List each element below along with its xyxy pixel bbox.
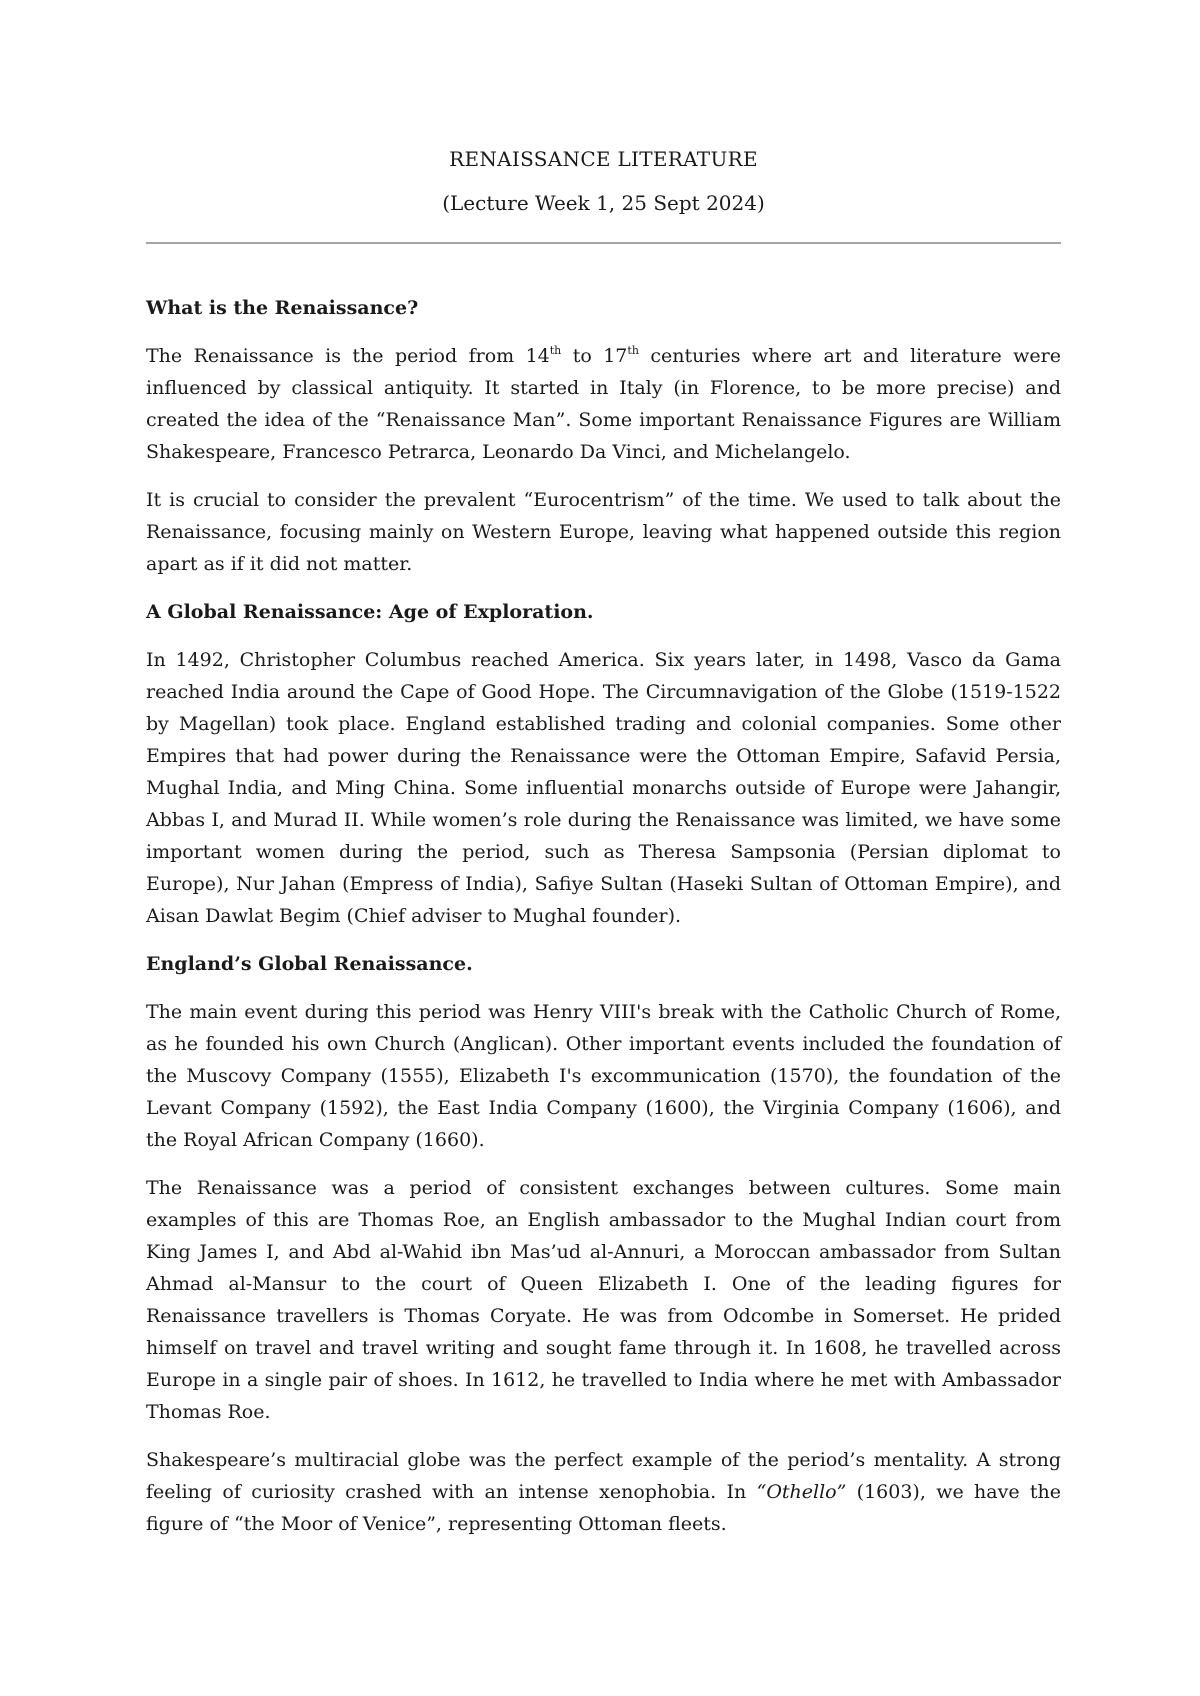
superscript: th [627,344,639,357]
document-title: RENAISSANCE LITERATURE [449,147,758,171]
paragraph-text: to 17 [561,345,628,367]
othello-title: “Othello” [756,1481,847,1503]
superscript: th [549,344,562,357]
paragraph-age-of-exploration: In 1492, Christopher Columbus reached America. Six years later, in 1498, Vasco da Gama reached India around the Cape of Good Hope. The Circumnavigation of the Globe (1519-1522 by Magellan) took place. England established trading and colonial companies. Some other Empires that had power during the Renaissance were the Ottoman Empire, Safavid Persia, Mughal India, and Ming China. Some influential monarchs outside of Europe were Jahangir, Abbas I, and Murad II. While women’s role during the Renaissance was limited, we have some important women during the period, such as Theresa Sampsonia (Persian diplomat to Europe), Nur Jahan (Empress of India), Safiye Sultan (Haseki Sultan of Ottoman Empire), and Aisan Dawlat Begim (Chief adviser to Mughal founder). [146,649,1061,927]
paragraph-cultural-exchanges: The Renaissance was a period of consistent exchanges between cultures. Some main examples of this are Thomas Roe, an English ambassador to the Mughal Indian court from King James I, and Abd al-Wahid ibn Mas’ud al-Annuri, a Moroccan ambassador from Sultan Ahmad al-Mansur to the court of Queen Elizabeth I. One of the leading figures for Renaissance travellers is Thomas Coryate. He was from Odcombe in Somerset. He prided himself on travel and travel writing and sought fame through it. In 1608, he travelled across Europe in a single pair of shoes. In 1612, he travelled to India where he met with Ambassador Thomas Roe. [146,1177,1061,1423]
section-heading-englands-renaissance: England’s Global Renaissance. [146,953,473,975]
document-subtitle: (Lecture Week 1, 25 Sept 2024) [442,191,765,215]
paragraph-renaissance-definition [146,340,1061,468]
paragraph-text: (1603), we have the figure of “the Moor of Venice”, representing Ottoman fleets. [146,1481,1062,1535]
section-heading-global-renaissance: A Global Renaissance: Age of Exploration. [146,601,594,623]
paragraph-eurocentrism: It is crucial to consider the prevalent “Eurocentrism” of the time. We used to talk about the Renaissance, focusing mainly on Western Europe, leaving what happened outside this region apart as if it did not matter. [146,489,1061,575]
paragraph-henry-viii: The main event during this period was Henry VIII's break with the Catholic Church of Rome, as he founded his own Church (Anglican). Other important events included the foundation of the Muscovy Company (1555), Elizabeth I's excommunication (1570), the foundation of the Levant Company (1592), the East India Company (1600), the Virginia Company (1606), and the Royal African Company (1660). [146,1001,1061,1151]
paragraph-text: Shakespeare’s multiracial globe was the perfect example of the period’s mentality. A strong feeling of curiosity crashed with an intense xenophobia. In [146,1449,1061,1503]
paragraph-text: The Renaissance is the period from 14 [146,345,550,367]
document-page [146,140,1061,1540]
title-divider [146,242,1061,244]
section-heading-what-is-renaissance: What is the Renaissance? [146,297,419,319]
paragraph-shakespeare-globe [146,1444,1061,1540]
paragraph-text: centuries where art and literature were influenced by classical antiquity. It started in Italy (in Florence, to be more precise) and created the idea of the “Renaissance Man”. Some important Renaissance Figures are William Shakespeare, Francesco Petrarca, Leonardo Da Vinci, and Michelangelo. [146,345,1061,463]
